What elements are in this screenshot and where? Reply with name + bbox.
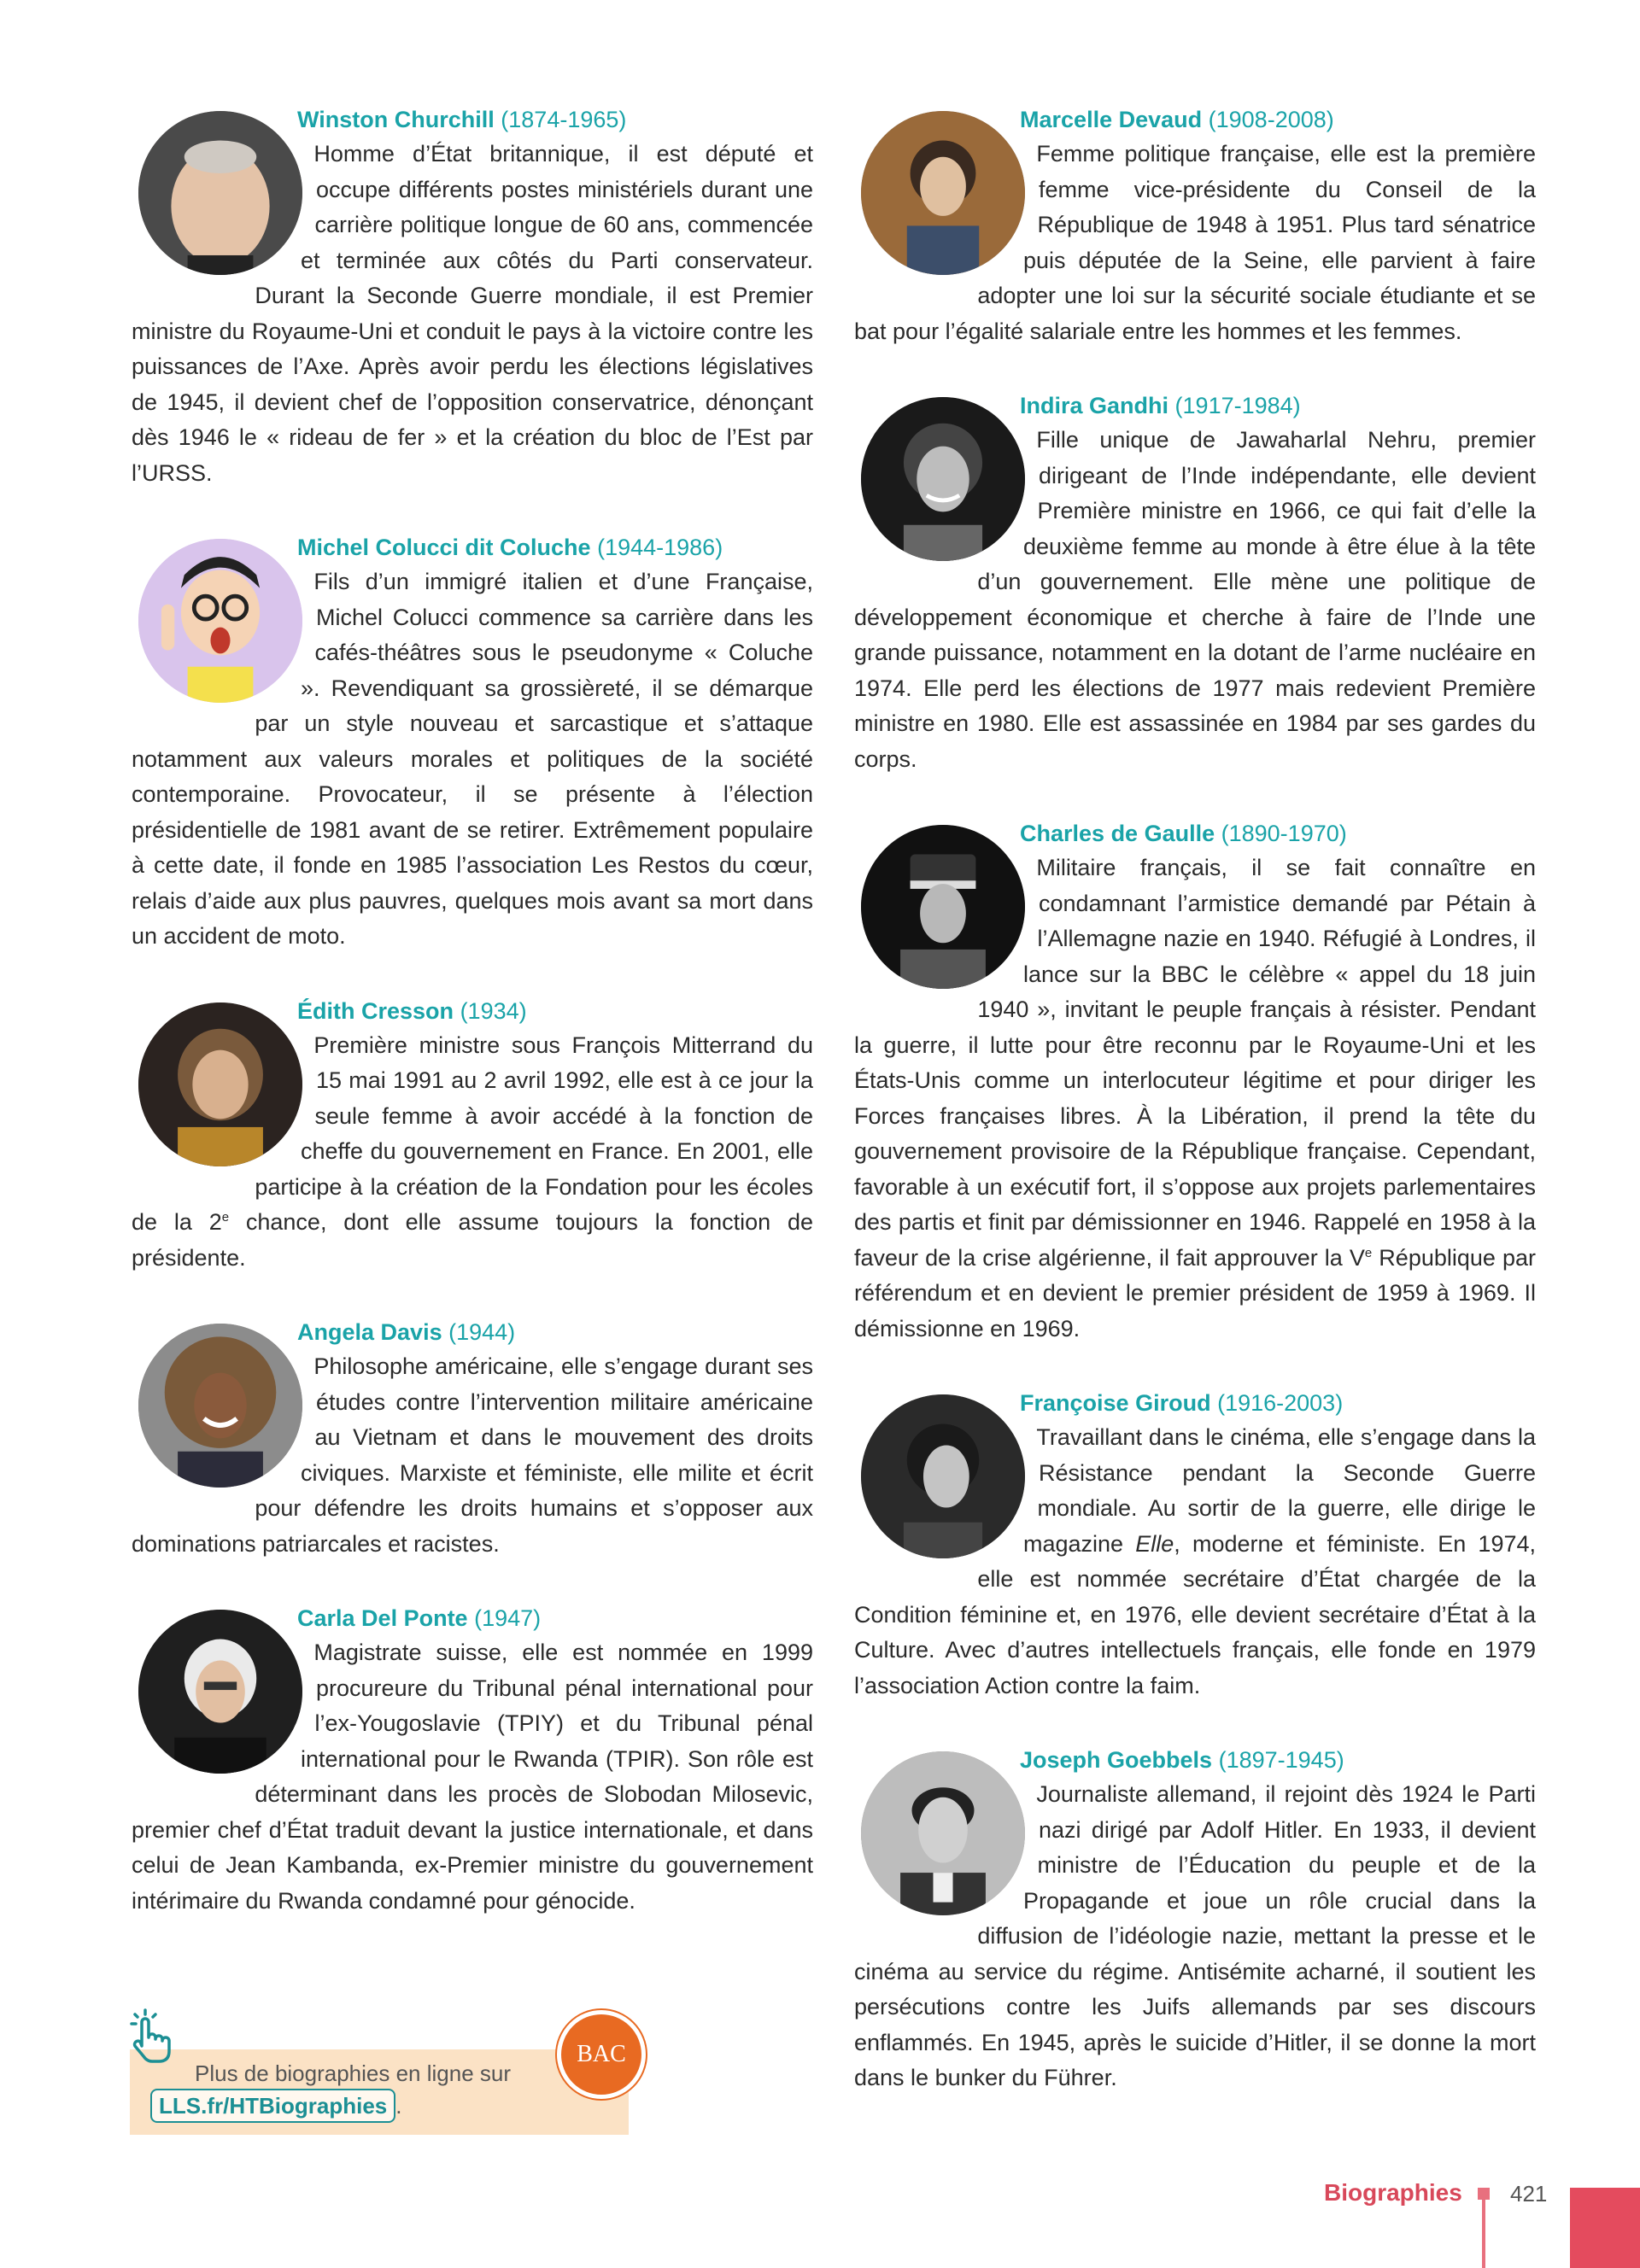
bio-text: Homme d’État britannique, il est député et occupe différents postes ministériels durant une carrière politique longue de 60 ans, commencée et terminée aux côtés du Parti conservateur. Durant la Seconde Guerre mondiale, il est Premier ministre du Royaume-Uni et conduit le pays à la victoire contre les puissances de l’Axe. Après avoir perdu les élections législatives de 1945, il devient chef de l’opposition conservatrice, dénonçant dès 1946 le « rideau de fer » et la création du bloc de l’Est par l’URSS. <box>132 141 813 486</box>
online-text: Plus de biographies en ligne sur LLS.fr/HTBiographies . <box>195 2058 511 2123</box>
portrait-photo <box>861 397 1025 561</box>
online-biographies-box <box>130 2041 629 2135</box>
online-link[interactable]: LLS.fr/HTBiographies <box>150 2089 395 2123</box>
bac-badge: BAC <box>557 2010 646 2099</box>
bio-churchill <box>132 102 813 491</box>
portrait-photo <box>138 1324 302 1488</box>
bio-name: Édith Cresson (1934) <box>297 997 527 1024</box>
portrait-photo <box>138 111 302 275</box>
bio-devaud <box>854 102 1536 349</box>
bio-text: Journaliste allemand, il rejoint dès 1924 le Parti nazi dirigé par Adolf Hitler. En 1933, il devient ministre de l’Éducation du peuple et de la Propagande et joue un rôle crucial dans la diffusion de l’idéologie nazie, mettant la presse et le cinéma au service du régime. Antisémite acharné, il soutient les persécutions contre les Juifs allemands par ses discours enflammés. En 1945, après le suicide d’Hitler, il se donne la mort dans le bunker du Führer. <box>854 1781 1536 2090</box>
footer-section-label: Biographies <box>1324 2179 1462 2206</box>
bio-goebbels <box>854 1743 1536 2096</box>
bio-name: Joseph Goebbels (1897-1945) <box>1020 1747 1344 1773</box>
bio-davis <box>132 1315 813 1562</box>
bio-name: Charles de Gaulle (1890-1970) <box>1020 821 1347 846</box>
page-number: 421 <box>1510 2181 1548 2207</box>
portrait-photo <box>861 1394 1025 1558</box>
bio-text: Travaillant dans le cinéma, elle s’engage dans la Résistance pendant la Seconde Guerre mondiale. Au sortir de la guerre, elle dirige le magazine Elle, moderne et féministe. En 1974, elle est nommée secrétaire d’État chargée de la Condition féminine et, en 1976, elle devient secrétaire d’État à la Culture. Avec d’autres intellectuels français, elle fonde en 1979 l’association Action contre la faim. <box>854 1424 1536 1698</box>
bio-text: Fille unique de Jawaharlal Nehru, premier dirigeant de l’Inde indépendante, elle devient Première ministre en 1966, ce qui fait d’elle la deuxième femme au monde à être élue à la tête d’un gouvernement. Elle mène une politique de développement économique et cherche à faire de l’Inde une grande puissance, notamment en la dotant de l’arme nucléaire en 1974. Elle perd les élections de 1977 mais redevient Première ministre en 1980. Elle est assassinée en 1984 par ses gardes du corps. <box>854 427 1536 772</box>
portrait-photo <box>861 825 1025 989</box>
bio-name: Carla Del Ponte (1947) <box>297 1605 542 1631</box>
portrait-photo <box>861 111 1025 275</box>
bio-de-gaulle <box>854 816 1536 1347</box>
portrait-photo <box>861 1751 1025 1915</box>
bio-text: Philosophe américaine, elle s’engage durant ses études contre l’intervention militaire américaine au Vietnam et dans le mouvement des droits civiques. Marxiste et féministe, elle milite et écrit pour défendre les droits humains et s’opposer aux dominations patriarcales et racistes. <box>132 1353 813 1557</box>
bio-giroud <box>854 1386 1536 1704</box>
footer-square-marker <box>1478 2188 1490 2200</box>
bio-name: Winston Churchill (1874-1965) <box>297 107 627 132</box>
bio-text: Magistrate suisse, elle est nommée en 1999 procureure du Tribunal pénal international pour l’ex-Yougoslavie (TPIY) et du Tribunal pénal international pour le Rwanda (TPIR). Son rôle est déterminant dans les procès de Slobodan Milosevic, premier chef d’État traduit devant la justice internationale, et dans celui de Jean Kambanda, ex-Premier ministre du gouvernement intérimaire du Rwanda condamné pour génocide. <box>132 1640 813 1914</box>
portrait-photo <box>138 1610 302 1774</box>
right-column <box>854 102 1536 2136</box>
bio-cresson <box>132 994 813 1277</box>
bio-text: Femme politique française, elle est la première femme vice-présidente du Conseil de la République de 1948 à 1951. Plus tard sénatrice puis députée de la Seine, elle parvient à faire adopter une loi sur la sécurité sociale étudiante et se bat pour l’égalité salariale entre les hommes et les femmes. <box>854 141 1536 344</box>
portrait-illustration <box>138 539 302 703</box>
footer-divider-line <box>1482 2200 1485 2268</box>
bio-del-ponte <box>132 1601 813 1919</box>
bio-text: Fils d’un immigré italien et d’une Française, Michel Colucci commence sa carrière dans les cafés-théâtres sous le pseudonyme « Coluche ». Revendiquant sa grossièreté, il se démarque par un style nouveau et sarcastique et s’attaque notamment aux valeurs morales et politiques de la société contemporaine. Provocateur, il se présente à l’élection présidentielle de 1981 avant de se retirer. Extrêmement populaire à cette date, il fonde en 1985 l’association Les Restos du cœur, relais d’aide aux plus pauvres, quelques mois avant sa mort dans un accident de moto. <box>132 569 813 949</box>
bio-name: Angela Davis (1944) <box>297 1319 516 1345</box>
bio-name: Françoise Giroud (1916-2003) <box>1020 1390 1344 1416</box>
bio-coluche <box>132 530 813 955</box>
bio-text: Militaire français, il se fait connaître en condamnant l’armistice demandé par Pétain à l’Allemagne nazie en 1940. Réfugié à Londres, il lance sur la BBC le célèbre « appel du 18 juin 1940 », invitant le peuple français à résister. Pendant la guerre, il lutte pour être reconnu par le Royaume-Uni et les États-Unis comme un interlocuteur légitime et pour diriger les Forces françaises libres. À la Libération, il prend la tête du gouvernement provisoire de la République française. Cependant, favorable à un exécutif fort, il s’oppose aux projets parlementaires des partis et finit par démissionner en 1946. Rappelé en 1958 à la faveur de la crise algérienne, il fait approuver la Ve République par référendum et en devient le premier président de 1959 à 1969. Il démissionne en 1969. <box>854 855 1536 1342</box>
portrait-photo <box>138 1002 302 1166</box>
bio-name: Marcelle Devaud (1908-2008) <box>1020 107 1334 132</box>
bio-gandhi <box>854 389 1536 777</box>
corner-color-block <box>1570 2188 1640 2268</box>
hand-pointer-icon <box>120 2007 179 2066</box>
bio-name: Michel Colucci dit Coluche (1944-1986) <box>297 535 723 560</box>
bio-name: Indira Gandhi (1917-1984) <box>1020 393 1301 418</box>
bio-text: Première ministre sous François Mitterrand du 15 mai 1991 au 2 avril 1992, elle est à ce jour la seule femme à avoir accédé à la fonction de cheffe du gouvernement en France. En 2001, elle participe à la création de la Fondation pour les écoles de la 2e chance, dont elle assume toujours la fonction de présidente. <box>132 1032 813 1271</box>
left-column <box>132 102 813 1958</box>
